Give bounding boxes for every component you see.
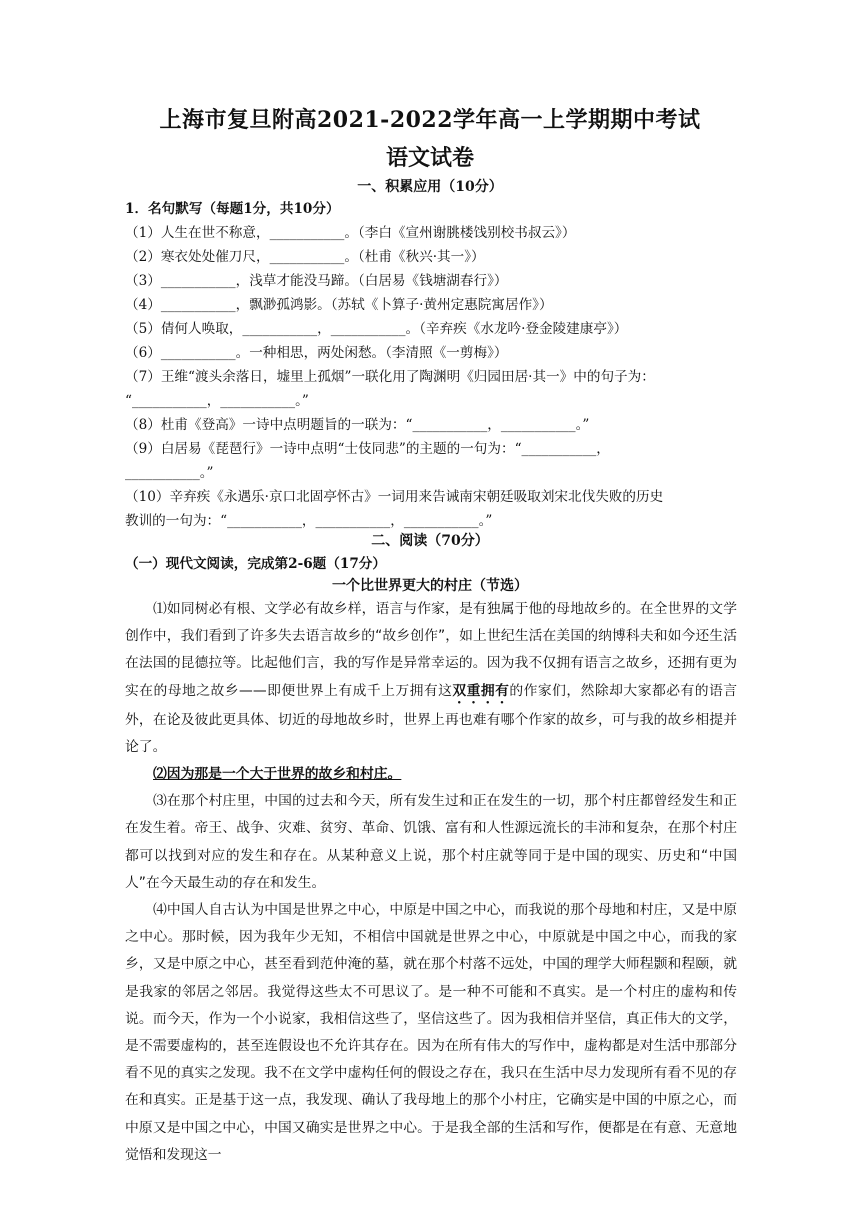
- question-item: （4）___________，飘渺孤鸿影。（苏轼《卜算子·黄州定惠院寓居作》）: [125, 297, 553, 313]
- paragraph-1-text-b: 的作家们，然除却大家都必有的语言外，在论及彼此更具体、切近的母地故乡时，世界上再也难有哪个作家的故乡，可与我的故乡相提并论了。: [125, 682, 738, 755]
- question-item: （2）寒衣处处催刀尺，___________。（杜甫《秋兴·其一》）: [125, 249, 485, 265]
- paragraph-1-text-a: ⑴如同树必有根、文学必有故乡样，语言与作家，是有独属于他的母地故乡的。在全世界的文学创作中，我们看到了许多失去语言故乡的“故乡创作”，如上世纪生活在美国的纳博科夫和如今还生活在法国的昆德拉等。比起他们言，我的写作是异常幸运的。因为我不仅拥有语言之故乡，还拥有更为实在的母地之故乡——即便世界上有成千上万拥有这: [125, 601, 737, 699]
- article-body: [125, 596, 737, 1169]
- paragraph-1: [125, 596, 737, 761]
- question-item: ___________。”: [125, 465, 214, 481]
- question-item: “___________，___________。”: [125, 393, 309, 409]
- paragraph-3: ⑶在那个村庄里，中国的过去和今天，所有发生过和正在发生的一切，那个村庄都曾经发生和正在发生着。帝王、战争、灾难、贫穷、革命、饥饿、富有和人性源远流长的丰沛和复杂，在那个村庄都可以找到对应的发生和存在。从某种意义上说，那个村庄就等同于是中国的现实、历史和“中国人”在今天最生动的存在和发生。: [125, 793, 737, 891]
- question-item: （9）白居易《琵琶行》一诗中点明“士伎同悲”的主题的一句为：“___________，: [125, 441, 610, 457]
- reading-subheading: （一）现代文阅读，完成第2-6题（17分）: [125, 556, 386, 572]
- question-item: （6）___________。一种相思，两处闲愁。（李清照《一剪梅》）: [125, 345, 508, 361]
- emphasized-phrase: 双重拥有: [452, 682, 510, 699]
- question-item: （1）人生在世不称意，___________。（李白《宣州谢朓楼饯别校书叔云》）: [125, 225, 576, 241]
- underlined-sentence: ⑵因为那是一个大于世界的故乡和村庄。: [153, 766, 402, 783]
- question-item: （10）辛弃疾《永遇乐·京口北固亭怀古》一词用来告诫南宋朝廷吸取刘宋北伐失败的历史: [125, 489, 664, 505]
- question-item: （5）倩何人唤取，___________，___________。（辛弃疾《水龙吟·登金陵建康亭》）: [125, 321, 628, 337]
- question-item: （3）___________，浅草才能没马蹄。（白居易《钱塘湖春行》）: [125, 273, 508, 289]
- exam-subtitle: 语文试卷: [385, 145, 474, 171]
- question-item: 教训的一句为：“___________，___________，___________。”: [125, 513, 493, 529]
- question-item: （7）王维“渡头余落日，墟里上孤烟”一联化用了陶渊明《归园田居·其一》中的句子为：: [125, 369, 655, 385]
- paragraph-2: [125, 761, 737, 788]
- exam-title: 上海市复旦附高2021-2022学年高一上学期期中考试: [159, 107, 701, 133]
- question-item: （8）杜甫《登高》一诗中点明题旨的一联为：“___________，___________。”: [125, 417, 590, 433]
- article-title: 一个比世界更大的村庄（节选）: [332, 578, 528, 594]
- question1-title: 1．名句默写（每题1分，共10分）: [125, 201, 340, 217]
- paragraph-4: ⑷中国人自古认为中国是世界之中心，中原是中国之中心，而我说的那个母地和村庄，又是中原之中心。那时候，因为我年少无知，不相信中国就是世界之中心，中原就是中国之中心，而我的家乡，又是中原之中心，甚至看到范仲淹的墓，就在那个村落不远处，中国的理学大师程颢和程颐，就是我家的邻居之邻居。我觉得这些太不可思议了。是一种不可能和不真实。是一个村庄的虚构和传说。而今天，作为一个小说家，我相信这些了，坚信这些了。因为我相信并坚信，真正伟大的文学，是不需要虚构的，甚至连假设也不允许其存在。因为在所有伟大的写作中，虚构都是对生活中那部分看不见的真实之发现。我不在文学中虚构任何的假设之存在，我只在生活中尽力发现所有看不见的存在和真实。正是基于这一点，我发现、确认了我母地上的那个小村庄，它确实是中国的中原之心，而中原又是中国之中心，中国又确实是世界之中心。于是我全部的生活和写作，便都是在有意、无意地觉悟和发现这一: [125, 902, 737, 1163]
- section2-heading: 二、阅读（70分）: [371, 533, 489, 549]
- section1-heading: 一、积累应用（10分）: [357, 179, 503, 195]
